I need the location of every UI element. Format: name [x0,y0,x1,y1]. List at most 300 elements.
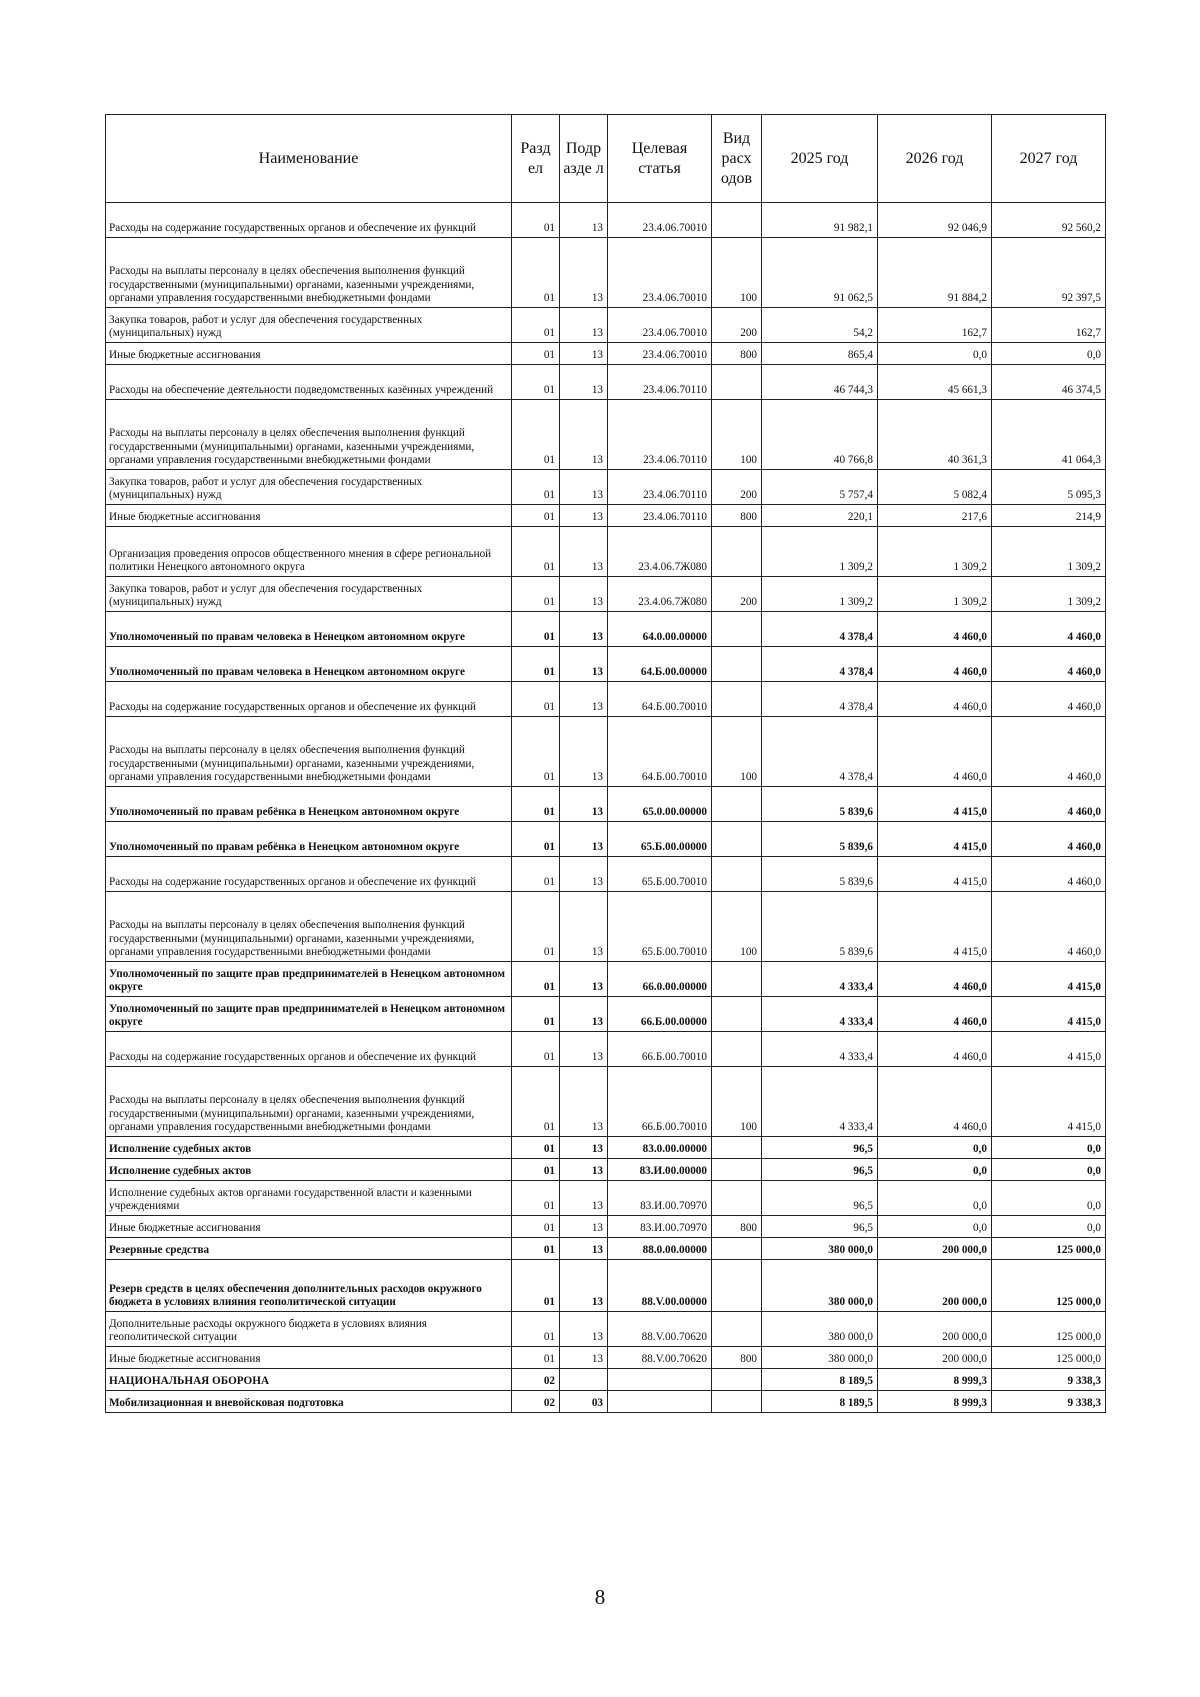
row-target-article: 65.Б.00.00000 [608,822,712,857]
row-expense-type: 100 [712,892,762,962]
row-value-2026: 4 460,0 [878,717,992,787]
row-value-2027: 0,0 [992,343,1106,365]
row-target-article: 88.V.00.70620 [608,1347,712,1369]
table-row [106,1067,1106,1137]
row-value-2026: 4 460,0 [878,647,992,682]
row-value-2026: 4 460,0 [878,962,992,997]
row-expense-type [712,997,762,1032]
row-target-article: 88.0.00.00000 [608,1238,712,1260]
row-section: 01 [512,1032,560,1067]
row-value-2025: 380 000,0 [762,1260,878,1312]
table-row [106,470,1106,505]
table-row [106,1347,1106,1369]
row-name: Уполномоченный по правам человека в Ненецком автономном округе [106,612,512,647]
row-value-2026: 8 999,3 [878,1391,992,1413]
row-target-article: 23.4.06.7Ж080 [608,577,712,612]
row-subsection: 13 [560,527,608,577]
row-section: 01 [512,997,560,1032]
header-expense-type: Вид расх одов [712,115,762,203]
table-row [106,1032,1106,1067]
row-name: Исполнение судебных актов [106,1159,512,1181]
row-name: Иные бюджетные ассигнования [106,1347,512,1369]
row-value-2027: 1 309,2 [992,577,1106,612]
row-value-2027: 4 460,0 [992,892,1106,962]
row-value-2026: 4 460,0 [878,682,992,717]
row-value-2027: 125 000,0 [992,1238,1106,1260]
row-subsection: 13 [560,1238,608,1260]
row-target-article: 23.4.06.70010 [608,238,712,308]
row-value-2026: 0,0 [878,1181,992,1216]
row-value-2026: 200 000,0 [878,1312,992,1347]
row-value-2027: 0,0 [992,1216,1106,1238]
row-target-article: 83.И.00.00000 [608,1159,712,1181]
row-name: Закупка товаров, работ и услуг для обеспечения государственных (муниципальных) нужд [106,308,512,343]
row-value-2025: 380 000,0 [762,1238,878,1260]
row-section: 01 [512,1181,560,1216]
row-name: Закупка товаров, работ и услуг для обеспечения государственных (муниципальных) нужд [106,470,512,505]
row-target-article: 66.Б.00.70010 [608,1032,712,1067]
row-subsection: 13 [560,308,608,343]
table-row [106,997,1106,1032]
row-subsection: 13 [560,997,608,1032]
row-value-2027: 4 415,0 [992,1032,1106,1067]
row-name: Расходы на выплаты персоналу в целях обеспечения выполнения функций государственными (муниципальными) органами, казенными учреждениями, органами управления государственными внебюджетными фондами [106,400,512,470]
row-expense-type [712,203,762,238]
table-row [106,857,1106,892]
header-year-2026: 2026 год [878,115,992,203]
row-section: 01 [512,505,560,527]
row-section: 01 [512,1159,560,1181]
table-row [106,365,1106,400]
table-row [106,1391,1106,1413]
row-value-2025: 8 189,5 [762,1391,878,1413]
table-row [106,612,1106,647]
row-value-2025: 4 378,4 [762,682,878,717]
row-value-2026: 0,0 [878,1137,992,1159]
row-section: 01 [512,400,560,470]
table-row [106,1181,1106,1216]
row-subsection: 13 [560,365,608,400]
row-subsection: 13 [560,857,608,892]
row-name: Расходы на содержание государственных органов и обеспечение их функций [106,857,512,892]
table-row [106,822,1106,857]
row-target-article: 64.Б.00.70010 [608,717,712,787]
row-value-2027: 0,0 [992,1159,1106,1181]
row-value-2027: 125 000,0 [992,1312,1106,1347]
row-target-article: 88.V.00.00000 [608,1260,712,1312]
row-value-2026: 217,6 [878,505,992,527]
row-value-2025: 91 062,5 [762,238,878,308]
row-name: Исполнение судебных актов органами государственной власти и казенными учреждениями [106,1181,512,1216]
row-expense-type: 800 [712,1347,762,1369]
row-name: Расходы на содержание государственных органов и обеспечение их функций [106,203,512,238]
row-expense-type [712,822,762,857]
row-value-2027: 125 000,0 [992,1347,1106,1369]
row-target-article: 23.4.06.70110 [608,400,712,470]
row-value-2025: 1 309,2 [762,527,878,577]
row-value-2025: 96,5 [762,1216,878,1238]
row-name: Иные бюджетные ассигнования [106,505,512,527]
row-target-article: 66.Б.00.70010 [608,1067,712,1137]
table-row [106,1260,1106,1312]
header-year-2027: 2027 год [992,115,1106,203]
row-name: Мобилизационная и вневойсковая подготовка [106,1391,512,1413]
row-subsection [560,1369,608,1391]
row-expense-type: 100 [712,717,762,787]
row-value-2027: 214,9 [992,505,1106,527]
row-section: 01 [512,682,560,717]
row-section: 01 [512,343,560,365]
table-row [106,1238,1106,1260]
row-expense-type [712,647,762,682]
row-value-2025: 40 766,8 [762,400,878,470]
row-target-article: 83.И.00.70970 [608,1181,712,1216]
row-expense-type: 200 [712,577,762,612]
row-value-2025: 46 744,3 [762,365,878,400]
row-value-2026: 200 000,0 [878,1260,992,1312]
row-section: 01 [512,203,560,238]
row-value-2025: 4 333,4 [762,1032,878,1067]
table-body [106,203,1106,1413]
row-value-2025: 5 757,4 [762,470,878,505]
row-expense-type [712,1391,762,1413]
row-subsection: 13 [560,1137,608,1159]
table-row [106,682,1106,717]
row-value-2025: 96,5 [762,1181,878,1216]
row-value-2025: 96,5 [762,1137,878,1159]
row-section: 01 [512,527,560,577]
row-subsection: 03 [560,1391,608,1413]
row-value-2027: 0,0 [992,1181,1106,1216]
row-name: Резервные средства [106,1238,512,1260]
row-name: Закупка товаров, работ и услуг для обеспечения государственных (муниципальных) нужд [106,577,512,612]
row-section: 01 [512,962,560,997]
row-value-2026: 8 999,3 [878,1369,992,1391]
row-name: Организация проведения опросов общественного мнения в сфере региональной политики Ненецкого автономного округа [106,527,512,577]
row-value-2025: 54,2 [762,308,878,343]
row-value-2026: 4 415,0 [878,857,992,892]
table-row [106,203,1106,238]
row-value-2026: 92 046,9 [878,203,992,238]
row-target-article: 65.Б.00.70010 [608,857,712,892]
table-row [106,343,1106,365]
row-value-2026: 1 309,2 [878,527,992,577]
row-expense-type [712,1159,762,1181]
row-value-2027: 4 460,0 [992,857,1106,892]
row-section: 01 [512,1260,560,1312]
row-name: НАЦИОНАЛЬНАЯ ОБОРОНА [106,1369,512,1391]
row-value-2025: 5 839,6 [762,822,878,857]
row-value-2025: 5 839,6 [762,787,878,822]
row-target-article: 64.0.00.00000 [608,612,712,647]
row-value-2025: 4 333,4 [762,1067,878,1137]
row-section: 01 [512,647,560,682]
table-row [106,1137,1106,1159]
row-expense-type: 200 [712,470,762,505]
header-section: Разд ел [512,115,560,203]
table-row [106,400,1106,470]
row-name: Уполномоченный по правам человека в Ненецком автономном округе [106,647,512,682]
row-target-article: 64.Б.00.70010 [608,682,712,717]
row-section: 01 [512,892,560,962]
row-expense-type [712,1260,762,1312]
row-name: Расходы на выплаты персоналу в целях обеспечения выполнения функций государственными (муниципальными) органами, казенными учреждениями, органами управления государственными внебюджетными фондами [106,238,512,308]
row-value-2026: 91 884,2 [878,238,992,308]
row-section: 01 [512,308,560,343]
row-section: 02 [512,1391,560,1413]
row-value-2027: 4 460,0 [992,787,1106,822]
row-target-article: 23.4.06.70010 [608,203,712,238]
row-value-2026: 0,0 [878,1216,992,1238]
row-expense-type [712,1032,762,1067]
row-expense-type [712,1369,762,1391]
row-subsection: 13 [560,1347,608,1369]
row-section: 01 [512,1312,560,1347]
row-name: Уполномоченный по защите прав предпринимателей в Ненецком автономном округе [106,962,512,997]
row-value-2027: 9 338,3 [992,1391,1106,1413]
row-value-2026: 0,0 [878,1159,992,1181]
row-value-2027: 4 415,0 [992,997,1106,1032]
row-target-article: 23.4.06.70110 [608,365,712,400]
row-subsection: 13 [560,1216,608,1238]
row-expense-type: 800 [712,505,762,527]
row-expense-type [712,787,762,822]
row-value-2026: 200 000,0 [878,1347,992,1369]
row-section: 01 [512,470,560,505]
row-target-article: 66.0.00.00000 [608,962,712,997]
row-name: Расходы на выплаты персоналу в целях обеспечения выполнения функций государственными (муниципальными) органами, казенными учреждениями, органами управления государственными внебюджетными фондами [106,717,512,787]
row-subsection: 13 [560,1032,608,1067]
table-row [106,527,1106,577]
row-value-2027: 4 415,0 [992,1067,1106,1137]
row-target-article: 23.4.06.70110 [608,470,712,505]
row-subsection: 13 [560,717,608,787]
row-section: 02 [512,1369,560,1391]
row-expense-type: 800 [712,343,762,365]
row-subsection: 13 [560,1181,608,1216]
row-target-article: 64.Б.00.00000 [608,647,712,682]
row-expense-type [712,1181,762,1216]
row-value-2025: 96,5 [762,1159,878,1181]
row-expense-type: 100 [712,1067,762,1137]
row-subsection: 13 [560,1312,608,1347]
row-name: Расходы на содержание государственных органов и обеспечение их функций [106,1032,512,1067]
row-value-2026: 1 309,2 [878,577,992,612]
row-subsection: 13 [560,238,608,308]
table-row [106,717,1106,787]
table-row [106,1369,1106,1391]
row-value-2026: 5 082,4 [878,470,992,505]
row-name: Дополнительные расходы окружного бюджета в условиях влияния геополитической ситуации [106,1312,512,1347]
row-value-2027: 1 309,2 [992,527,1106,577]
table-row [106,577,1106,612]
row-name: Уполномоченный по правам ребёнка в Ненецком автономном округе [106,822,512,857]
row-value-2027: 5 095,3 [992,470,1106,505]
row-value-2025: 380 000,0 [762,1312,878,1347]
row-expense-type [712,1312,762,1347]
row-value-2025: 380 000,0 [762,1347,878,1369]
table-row [106,892,1106,962]
row-value-2027: 9 338,3 [992,1369,1106,1391]
row-target-article: 88.V.00.70620 [608,1312,712,1347]
table-row [106,787,1106,822]
row-target-article: 23.4.06.7Ж080 [608,527,712,577]
row-subsection: 13 [560,1067,608,1137]
row-section: 01 [512,822,560,857]
row-target-article: 23.4.06.70010 [608,308,712,343]
row-value-2027: 4 460,0 [992,647,1106,682]
row-subsection: 13 [560,892,608,962]
row-expense-type: 100 [712,238,762,308]
row-value-2025: 5 839,6 [762,857,878,892]
row-target-article [608,1391,712,1413]
row-value-2026: 4 460,0 [878,612,992,647]
row-value-2027: 162,7 [992,308,1106,343]
row-value-2027: 46 374,5 [992,365,1106,400]
table-row [106,1159,1106,1181]
row-value-2027: 4 460,0 [992,682,1106,717]
page-number: 8 [594,1585,606,1609]
row-subsection: 13 [560,400,608,470]
header-year-2025: 2025 год [762,115,878,203]
row-target-article: 83.0.00.00000 [608,1137,712,1159]
row-value-2027: 92 560,2 [992,203,1106,238]
row-section: 01 [512,717,560,787]
row-subsection: 13 [560,470,608,505]
header-target-article: Целевая статья [608,115,712,203]
row-value-2027: 92 397,5 [992,238,1106,308]
row-value-2025: 91 982,1 [762,203,878,238]
row-value-2025: 220,1 [762,505,878,527]
row-value-2025: 8 189,5 [762,1369,878,1391]
row-expense-type [712,612,762,647]
row-value-2025: 4 378,4 [762,647,878,682]
row-value-2026: 4 460,0 [878,1067,992,1137]
row-value-2026: 45 661,3 [878,365,992,400]
row-name: Расходы на выплаты персоналу в целях обеспечения выполнения функций государственными (муниципальными) органами, казенными учреждениями, органами управления государственными внебюджетными фондами [106,1067,512,1137]
row-target-article: 65.0.00.00000 [608,787,712,822]
row-section: 01 [512,577,560,612]
row-subsection: 13 [560,787,608,822]
row-value-2025: 4 333,4 [762,997,878,1032]
row-subsection: 13 [560,577,608,612]
row-name: Расходы на выплаты персоналу в целях обеспечения выполнения функций государственными (муниципальными) органами, казенными учреждениями, органами управления государственными внебюджетными фондами [106,892,512,962]
row-subsection: 13 [560,203,608,238]
row-value-2025: 5 839,6 [762,892,878,962]
budget-table [105,114,1106,1413]
row-section: 01 [512,612,560,647]
row-subsection: 13 [560,343,608,365]
row-value-2025: 1 309,2 [762,577,878,612]
row-subsection: 13 [560,822,608,857]
row-value-2027: 4 460,0 [992,612,1106,647]
table-header-row [106,115,1106,203]
row-section: 01 [512,1137,560,1159]
row-section: 01 [512,857,560,892]
row-expense-type [712,962,762,997]
row-value-2026: 4 460,0 [878,997,992,1032]
row-value-2025: 865,4 [762,343,878,365]
row-target-article [608,1369,712,1391]
table-row [106,505,1106,527]
row-name: Исполнение судебных актов [106,1137,512,1159]
table-row [106,1312,1106,1347]
row-value-2025: 4 378,4 [762,612,878,647]
row-name: Уполномоченный по защите прав предпринимателей в Ненецком автономном округе [106,997,512,1032]
row-value-2027: 4 460,0 [992,822,1106,857]
row-name: Иные бюджетные ассигнования [106,1216,512,1238]
row-value-2026: 40 361,3 [878,400,992,470]
table-row [106,238,1106,308]
header-name: Наименование [106,115,512,203]
row-section: 01 [512,787,560,822]
row-section: 01 [512,1347,560,1369]
row-target-article: 66.Б.00.00000 [608,997,712,1032]
row-value-2027: 0,0 [992,1137,1106,1159]
row-subsection: 13 [560,612,608,647]
row-subsection: 13 [560,647,608,682]
row-subsection: 13 [560,962,608,997]
row-expense-type [712,1238,762,1260]
row-value-2026: 4 415,0 [878,787,992,822]
row-expense-type: 100 [712,400,762,470]
row-target-article: 65.Б.00.70010 [608,892,712,962]
row-target-article: 23.4.06.70010 [608,343,712,365]
row-value-2027: 4 460,0 [992,717,1106,787]
row-subsection: 13 [560,1260,608,1312]
row-value-2027: 4 415,0 [992,962,1106,997]
row-value-2026: 200 000,0 [878,1238,992,1260]
row-section: 01 [512,1067,560,1137]
row-value-2025: 4 378,4 [762,717,878,787]
row-expense-type: 800 [712,1216,762,1238]
row-expense-type [712,682,762,717]
row-name: Расходы на обеспечение деятельности подведомственных казённых учреждений [106,365,512,400]
row-section: 01 [512,365,560,400]
row-subsection: 13 [560,505,608,527]
row-subsection: 13 [560,1159,608,1181]
row-section: 01 [512,1238,560,1260]
row-expense-type [712,527,762,577]
row-subsection: 13 [560,682,608,717]
row-expense-type [712,365,762,400]
row-expense-type [712,857,762,892]
row-section: 01 [512,238,560,308]
row-name: Резерв средств в целях обеспечения дополнительных расходов окружного бюджета в условиях влияния геополитической ситуации [106,1260,512,1312]
row-expense-type [712,1137,762,1159]
row-value-2026: 0,0 [878,343,992,365]
row-section: 01 [512,1216,560,1238]
row-name: Иные бюджетные ассигнования [106,343,512,365]
table-row [106,647,1106,682]
row-value-2026: 4 460,0 [878,1032,992,1067]
header-subsection: Подр азде л [560,115,608,203]
row-name: Расходы на содержание государственных органов и обеспечение их функций [106,682,512,717]
row-value-2027: 125 000,0 [992,1260,1106,1312]
row-value-2026: 4 415,0 [878,822,992,857]
table-row [106,308,1106,343]
row-value-2027: 41 064,3 [992,400,1106,470]
row-value-2025: 4 333,4 [762,962,878,997]
row-value-2026: 162,7 [878,308,992,343]
table-row [106,962,1106,997]
row-value-2026: 4 415,0 [878,892,992,962]
row-name: Уполномоченный по правам ребёнка в Ненецком автономном округе [106,787,512,822]
table-row [106,1216,1106,1238]
row-target-article: 83.И.00.70970 [608,1216,712,1238]
row-target-article: 23.4.06.70110 [608,505,712,527]
row-expense-type: 200 [712,308,762,343]
